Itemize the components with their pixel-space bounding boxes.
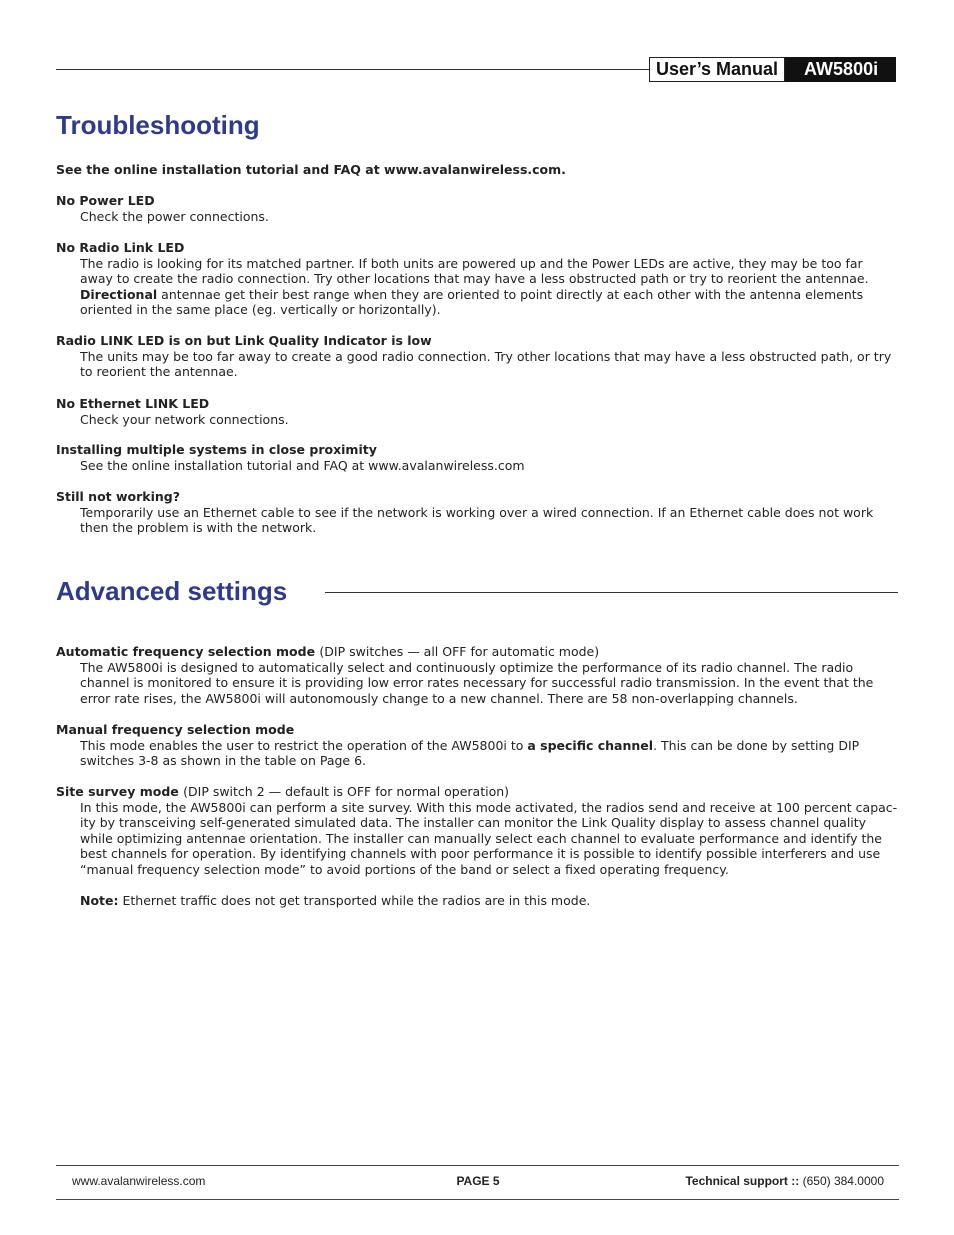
item-title-note: (DIP switches — all OFF for automatic mode) bbox=[319, 644, 600, 659]
trouble-item-no-radio-link bbox=[56, 240, 898, 318]
item-title: Still not working? bbox=[56, 489, 180, 504]
model-badge: AW5800i bbox=[785, 57, 896, 82]
site-survey-note bbox=[80, 893, 590, 909]
item-body: The units may be too far away to create a good radio connection. Try other locations that may have a less obstructed path, or try to reorient the antennae. bbox=[80, 348, 892, 380]
trouble-item-link-quality-low bbox=[56, 333, 898, 380]
item-body: The AW5800i is designed to automatically select and continuously optimize the performance of its radio channel. The radio channel is monitored to ensure it is providing low error rates necessary for successful radio transmission. In the event that the error rate rises, the AW5800i will autonomously change to a new channel. There are 58 non-overlapping channels. bbox=[80, 659, 874, 706]
advanced-item-site-survey bbox=[56, 784, 898, 878]
footer-support: Technical support :: (650) 384.0000 bbox=[685, 1174, 884, 1188]
item-body: Temporarily use an Ethernet cable to see if the network is working over a wired connection. If an Ethernet cable does not work then the problem is with the network. bbox=[80, 504, 874, 536]
trouble-item-still-not-working bbox=[56, 489, 898, 536]
footer-website-link[interactable]: www.avalanwireless.com bbox=[72, 1174, 206, 1188]
advanced-item-manual-frequency bbox=[56, 722, 898, 769]
troubleshooting-intro: See the online installation tutorial and FAQ at www.avalanwireless.com. bbox=[56, 162, 566, 177]
item-title-note: (DIP switch 2 — default is OFF for normal operation) bbox=[183, 784, 510, 799]
item-title: Installing multiple systems in close proximity bbox=[56, 442, 377, 457]
footer-bottom-rule bbox=[56, 1199, 899, 1200]
item-body: In this mode, the AW5800i can perform a site survey. With this mode activated, the radios send and receive at 100 percent capac-ity by transceiving self-generated simulated data. The installer can monitor the Link Quality display to assess channel quality while optimizing antennae orientation. The installer can manually select each channel to evaluate performance and identify the best channels for operation. By identifying channels with poor performance it is possible to identify possible interferers and use “manual frequency selection mode” to avoid portions of the band or select a fixed operating frequency. bbox=[80, 799, 898, 877]
item-title: No Power LED bbox=[56, 193, 155, 208]
heading-rule bbox=[325, 592, 898, 593]
note-text: Ethernet traffic does not get transported while the radios are in this mode. bbox=[122, 893, 591, 908]
header-rule bbox=[56, 69, 650, 70]
item-body: See the online installation tutorial and FAQ at www.avalanwireless.com bbox=[80, 457, 525, 473]
item-title: Site survey mode (DIP switch 2 — default is OFF for normal operation) bbox=[56, 784, 510, 799]
specific-channel-emphasis: a specific channel bbox=[527, 737, 654, 753]
advanced-item-automatic-frequency bbox=[56, 644, 898, 706]
item-title: Radio LINK LED is on but Link Quality Indicator is low bbox=[56, 333, 432, 348]
item-body: This mode enables the user to restrict the operation of the AW5800i to a specific channel. This can be done by setting DIP switches 3-8 as shown in the table on Page 6. bbox=[80, 737, 860, 769]
trouble-item-no-power bbox=[56, 193, 898, 224]
note-label: Note: bbox=[80, 893, 119, 908]
troubleshooting-heading: Troubleshooting bbox=[56, 110, 260, 140]
item-body: Check your network connections. bbox=[80, 411, 289, 427]
item-title: Manual frequency selection mode bbox=[56, 722, 295, 737]
directional-emphasis: Directional bbox=[80, 286, 158, 302]
item-body: The radio is looking for its matched partner. If both units are powered up and the Power LEDs are active, they may be too far away to create the radio connection. Try other locations that may have a less obstructed path or try to reorient the antennae. Directional antennae get their best range when they are oriented to point directly at each other with the antenna elements oriented in the same place (eg. vertically or horizontally). bbox=[80, 255, 869, 318]
manual-label: User’s Manual bbox=[649, 57, 785, 82]
document-header bbox=[649, 57, 896, 82]
trouble-item-multiple-systems bbox=[56, 442, 898, 473]
item-title: No Ethernet LINK LED bbox=[56, 396, 210, 411]
trouble-item-no-ethernet-link bbox=[56, 396, 898, 427]
item-title: No Radio Link LED bbox=[56, 240, 185, 255]
item-body: Check the power connections. bbox=[80, 208, 269, 224]
advanced-settings-heading: Advanced settings bbox=[56, 576, 288, 606]
footer-top-rule bbox=[56, 1165, 899, 1166]
page-number: PAGE 5 bbox=[456, 1174, 500, 1188]
item-title: Automatic frequency selection mode (DIP switches — all OFF for automatic mode) bbox=[56, 644, 600, 659]
